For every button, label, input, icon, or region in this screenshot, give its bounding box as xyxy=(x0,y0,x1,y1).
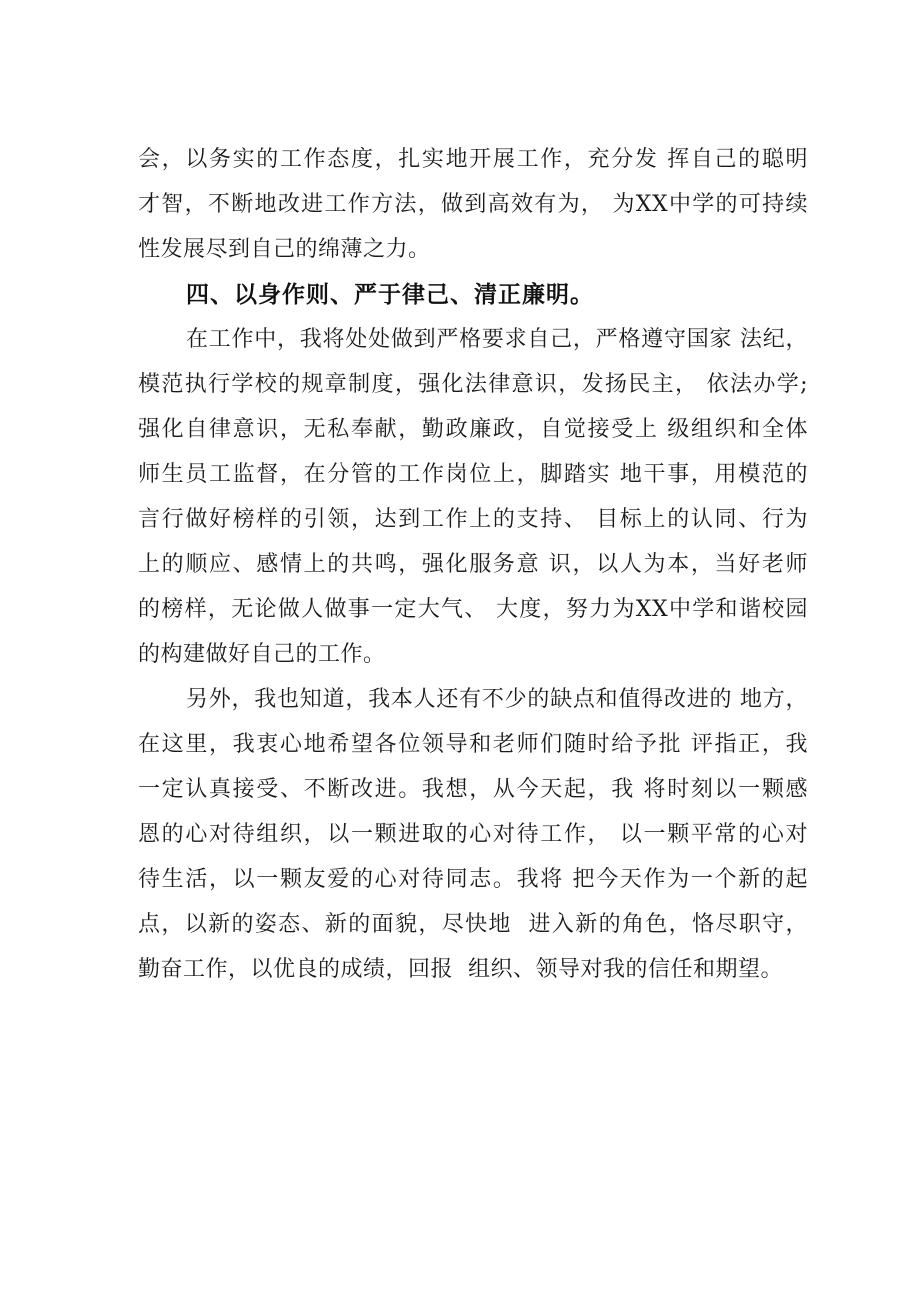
paragraph-line: 言行做好榜样的引领，达到工作上的支持、 目标上的认同、行为 xyxy=(138,507,808,532)
paragraph-line: 的榜样，无论做人做事一定大气、 大度，努力为XX中学和谐校园 xyxy=(138,597,808,622)
paragraph-line: 上的顺应、感情上的共鸣，强化服务意 识，以人为本，当好老师 xyxy=(138,552,808,577)
section-heading: 四、以身作则、严于律己、清正廉明。 xyxy=(186,282,594,308)
paragraph-line: 强化自律意识，无私奉献，勤政廉政，自觉接受上 级组织和全体 xyxy=(138,417,808,442)
paragraph-line: 的构建做好自己的工作。 xyxy=(138,642,386,667)
paragraph-line: 师生员工监督，在分管的工作岗位上，脚踏实 地干事，用模范的 xyxy=(138,462,808,487)
paragraph-line: 才智，不断地改进工作方法，做到高效有为， 为XX中学的可持续 xyxy=(138,192,808,217)
paragraph-line: 待生活，以一颗友爱的心对待同志。我将 把今天作为一个新的起 xyxy=(138,867,808,892)
paragraph-line: 点，以新的姿态、新的面貌，尽快地 进入新的角色，恪尽职守， xyxy=(138,912,808,937)
paragraph-line: 勤奋工作，以优良的成绩，回报 组织、领导对我的信任和期望。 xyxy=(138,957,783,982)
paragraph-line: 一定认真接受、不断改进。我想，从今天起，我 将时刻以一颗感 xyxy=(138,777,808,802)
paragraph-line: 在工作中，我将处处做到严格要求自己，严格遵守国家 法纪， xyxy=(186,327,808,352)
paragraph-line: 性发展尽到自己的绵薄之力。 xyxy=(138,237,431,262)
paragraph-line: 会，以务实的工作态度，扎实地开展工作，充分发 挥自己的聪明 xyxy=(138,147,808,172)
paragraph-line: 恩的心对待组织，以一颗进取的心对待工作， 以一颗平常的心对 xyxy=(138,822,808,847)
paragraph-line: 模范执行学校的规章制度，强化法律意识，发扬民主， 依法办学; xyxy=(138,372,808,397)
paragraph-line: 在这里，我衷心地希望各位领导和老师们随时给予批 评指正，我 xyxy=(138,732,808,757)
paragraph-line: 另外，我也知道，我本人还有不少的缺点和值得改进的 地方， xyxy=(186,687,808,712)
